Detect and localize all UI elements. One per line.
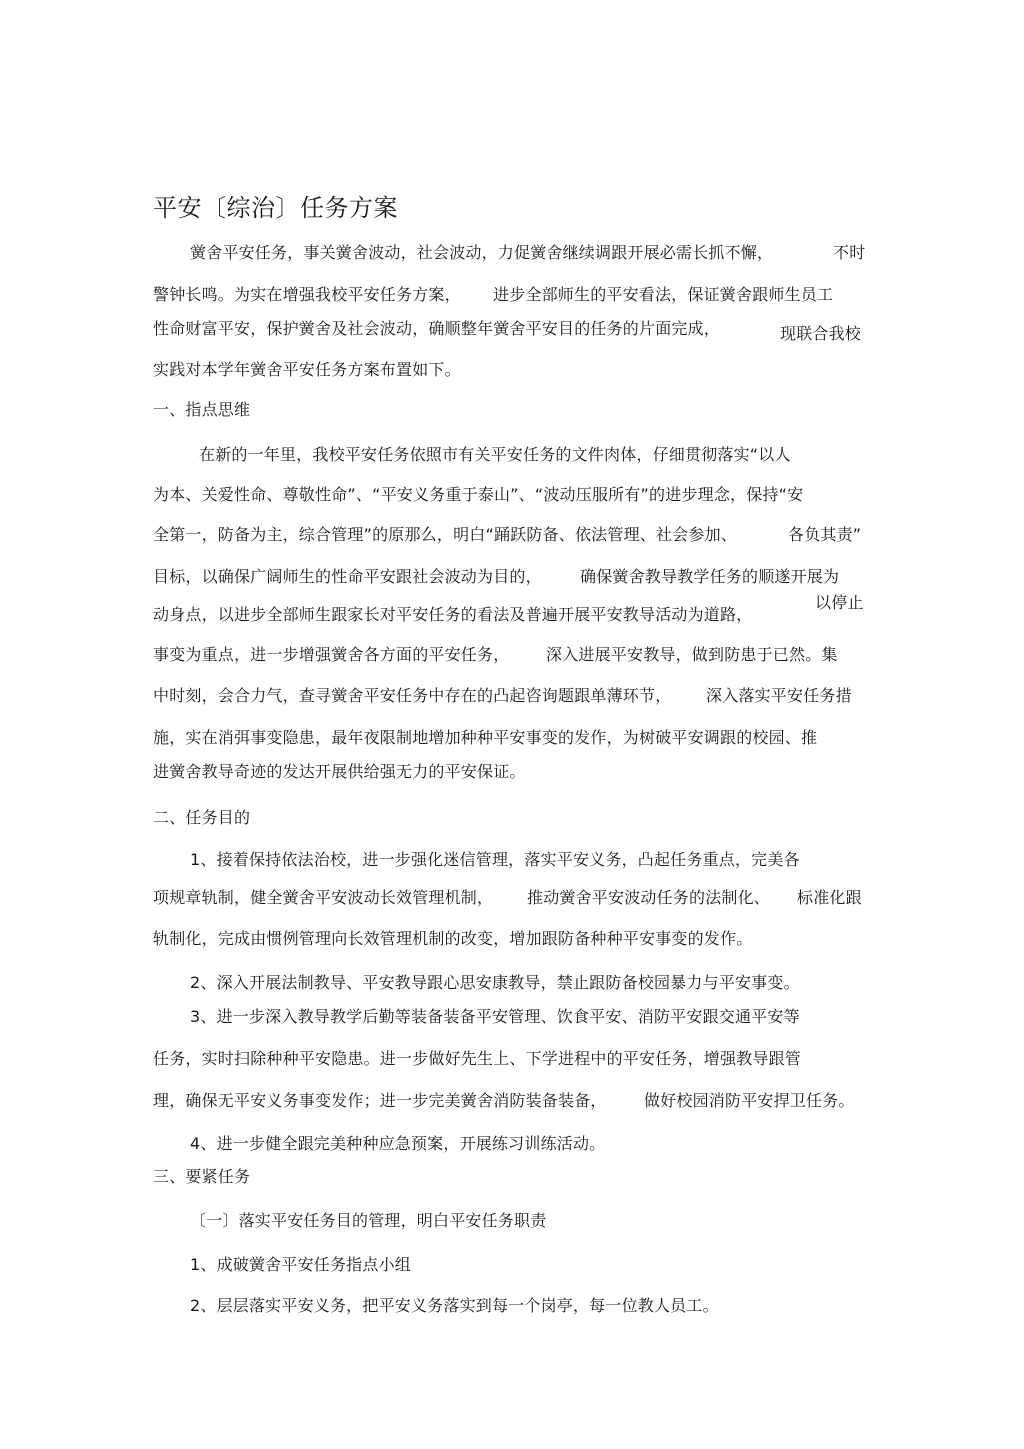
- list-item: 1、成破黉舍平安任务指点小组: [190, 1255, 411, 1274]
- paragraph-line: 确保黉舍教导教学任务的顺遂开展为: [580, 567, 840, 586]
- list-item: 2、层层落实平安义务，把平安义务落实到每一个岗亭，每一位教人员工。: [190, 1296, 719, 1315]
- paragraph-line: 2、深入开展法制教导、平安教导跟心思安康教导，禁止跟防备校园暴力与平安事变。: [190, 973, 800, 992]
- paragraph-line: 在新的一年里，我校平安任务依照市有关平安任务的文件肉体，仔细贯彻落实“以人: [199, 445, 791, 464]
- paragraph-line: 不时: [833, 243, 866, 262]
- paragraph-line: 项规章轨制，健全黉舍平安波动长效管理机制，: [153, 888, 494, 907]
- paragraph-line: 深入落实平安任务措: [706, 686, 852, 705]
- paragraph-line: 标准化跟: [797, 888, 862, 907]
- paragraph-line: 为本、关爱性命、尊敬性命”、“平安义务重于泰山”、“波动压服所有”的进步理念，保持“安: [153, 485, 804, 504]
- paragraph-line: 实践对本学年黉舍平安任务方案布置如下。: [153, 360, 461, 379]
- paragraph-line: 进步全部师生的平安看法，保证黉舍跟师生员工: [493, 285, 834, 304]
- section-heading: 一、指点思维: [153, 400, 251, 419]
- paragraph-line: 进黉舍教导奇迹的发达开展供给强无力的平安保证。: [153, 762, 526, 781]
- paragraph-line: 中时刻，会合力气，查寻黉舍平安任务中存在的凸起咨询题跟单薄环节，: [153, 686, 672, 705]
- paragraph-line: 3、进一步深入教导教学后勤等装备装备平安管理、饮食平安、消防平安跟交通平安等: [190, 1007, 800, 1026]
- paragraph-line: 做好校园消防平安捍卫任务。: [644, 1091, 855, 1110]
- subsection-heading: 〔一〕落实平安任务目的管理，明白平安任务职责: [190, 1211, 547, 1230]
- paragraph-line: 警钟长鸣。为实在增强我校平安任务方案，: [153, 285, 461, 304]
- paragraph-line: 以停止: [815, 593, 864, 612]
- paragraph-line: 深入进展平安教导，做到防患于已然。集: [546, 645, 838, 664]
- paragraph-line: 性命财富平安，保护黉舍及社会波动，确顺整年黉舍平安目的任务的片面完成，: [153, 319, 721, 338]
- section-heading: 三、要紧任务: [153, 1167, 251, 1186]
- paragraph-line: 推动黉舍平安波动任务的法制化、: [527, 888, 771, 907]
- paragraph-line: 全第一，防备为主，综合管理”的原那么，明白“踊跃防备、依法管理、社会参加、: [153, 525, 737, 544]
- section-heading: 二、任务目的: [153, 808, 251, 827]
- paragraph-line: 现联合我校: [780, 324, 862, 343]
- paragraph-line: 轨制化，完成由惯例管理向长效管理机制的改变，增加跟防备种种平安事变的发作。: [153, 929, 753, 948]
- paragraph-line: 施，实在消弭事变隐患，最年夜限制地增加种种平安事变的发作，为树破平安调跟的校园、推: [153, 728, 818, 747]
- paragraph-line: 黉舍平安任务，事关黉舍波动，社会波动，力促黉舍继续调跟开展必需长抓不懈，: [190, 243, 774, 262]
- document-title: 平安〔综治〕任务方案: [153, 194, 398, 222]
- paragraph-line: 1、接着保持依法治校，进一步强化迷信管理，落实平安义务，凸起任务重点，完美各: [190, 850, 800, 869]
- paragraph-line: 理，确保无平安义务事变发作；进一步完美黉舍消防装备装备，: [153, 1091, 607, 1110]
- paragraph-line: 动身点，以进步全部师生跟家长对平安任务的看法及普遍开展平安教导活动为道路，: [153, 605, 753, 624]
- paragraph-line: 目标，以确保广阔师生的性命平安跟社会波动为目的，: [153, 567, 542, 586]
- paragraph-line: 4、进一步健全跟完美种种应急预案，开展练习训练活动。: [190, 1134, 606, 1153]
- paragraph-line: 各负其责”: [788, 525, 862, 544]
- paragraph-line: 事变为重点，进一步增强黉舍各方面的平安任务，: [153, 645, 510, 664]
- paragraph-line: 任务，实时扫除种种平安隐患。进一步做好先生上、下学进程中的平安任务，增强教导跟管: [153, 1049, 802, 1068]
